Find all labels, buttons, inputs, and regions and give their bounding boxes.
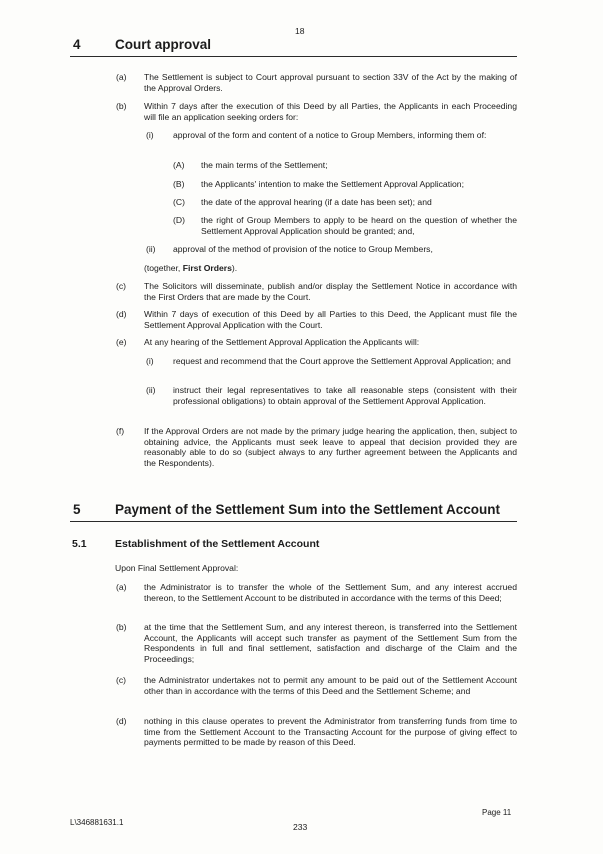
footer-document-id: L\346881631.1 bbox=[70, 818, 124, 827]
clause-4e-i-text: request and recommend that the Court approve the Settlement Approval Application; and bbox=[173, 356, 511, 366]
clause-5-1-intro: Upon Final Settlement Approval: bbox=[115, 563, 239, 573]
section-5-rule bbox=[70, 521, 517, 522]
clause-4f-text: If the Approval Orders are not made by the primary judge hearing the application, then, subject to obtaining advice, the Applicants must seek leave to appeal that decision provided they are reasonably able to do so (subject always to any further agreement between the Applicants and the Respondents). bbox=[144, 426, 517, 468]
section-4-rule bbox=[70, 56, 517, 57]
clause-4b-label: (b) bbox=[116, 101, 127, 111]
clause-4e-text: At any hearing of the Settlement Approval Application the Applicants will: bbox=[144, 337, 420, 347]
clause-5-1c-text: the Administrator undertakes not to permit any amount to be paid out of the Settlement Account other than in accordance with the terms of this Deed and the Settlement Scheme; and bbox=[144, 675, 517, 696]
clause-5-1d-text: nothing in this clause operates to prevent the Administrator from transferring funds from time to time from the Settlement Account to the Transacting Account for the purpose of giving effect to payments permitted to be made by reason of this Deed. bbox=[144, 716, 517, 748]
section-4-title: Court approval bbox=[115, 37, 212, 52]
section-4-number: 4 bbox=[73, 37, 81, 52]
clause-4e-ii-text: instruct their legal representatives to take all reasonable steps (consistent with their professional obligations) to obtain approval of the Settlement Approval Application. bbox=[173, 385, 517, 406]
clause-4b-text: Within 7 days after the execution of this Deed by all Parties, the Applicants in each Proceeding will file an application seeking orders for: bbox=[144, 101, 517, 122]
clause-4f-label: (f) bbox=[116, 426, 125, 436]
clause-4b-i-C-label: (C) bbox=[173, 197, 185, 207]
together-suffix: ). bbox=[231, 263, 238, 273]
clause-4e-i-label: (i) bbox=[146, 356, 154, 366]
clause-4b-i-A-text: the main terms of the Settlement; bbox=[201, 160, 328, 170]
clause-4b-i-label: (i) bbox=[146, 130, 154, 140]
clause-5-1b-text: at the time that the Settlement Sum, and any interest thereon, is transferred into the Settlement Account, the Applicants will accept such transfer as payment of the Settlement Sum from the Respondents in full and final settlement, satisfaction and discharge of the Claim and the Proceedings; bbox=[144, 622, 517, 664]
together-defined-term: First Orders bbox=[182, 263, 232, 273]
clause-4b-ii-label: (ii) bbox=[146, 244, 156, 254]
clause-4b-i-B-label: (B) bbox=[173, 179, 185, 189]
section-5-title: Payment of the Settlement Sum into the Settlement Account bbox=[115, 502, 501, 517]
clause-5-1a-label: (a) bbox=[116, 582, 127, 592]
clause-4e-ii-label: (ii) bbox=[146, 385, 156, 395]
clause-5-1a-text: the Administrator is to transfer the whole of the Settlement Sum, and any interest accrued thereon, to the Settlement Account to be distributed in accordance with the terms of this Deed; bbox=[144, 582, 517, 603]
clause-4b-i-text: approval of the form and content of a notice to Group Members, informing them of: bbox=[173, 130, 487, 140]
clause-4e-label: (e) bbox=[116, 337, 127, 347]
clause-4b-i-A-label: (A) bbox=[173, 160, 185, 170]
clause-4b-ii-text: approval of the method of provision of the notice to Group Members, bbox=[173, 244, 433, 254]
clause-4b-i-D-label: (D) bbox=[173, 215, 185, 225]
clause-5-1b-label: (b) bbox=[116, 622, 127, 632]
clause-4d-label: (d) bbox=[116, 309, 127, 319]
top-page-number: 18 bbox=[295, 26, 305, 36]
clause-4c-text: The Solicitors will disseminate, publish and/or display the Settlement Notice in accordance with the First Orders that are made by the Court. bbox=[144, 281, 517, 302]
clause-4c-label: (c) bbox=[116, 281, 127, 291]
bottom-page-number: 233 bbox=[293, 822, 308, 832]
together-prefix: (together, bbox=[144, 263, 183, 273]
clause-4a-label: (a) bbox=[116, 72, 127, 82]
footer-page-label: Page 11 bbox=[482, 808, 512, 817]
clause-5-1-number: 5.1 bbox=[72, 538, 87, 550]
clause-4b-i-C-text: the date of the approval hearing (if a date has been set); and bbox=[201, 197, 432, 207]
clause-4d-text: Within 7 days of execution of this Deed by all Parties to this Deed, the Applicant must file the Settlement Approval Application with the Court. bbox=[144, 309, 517, 330]
clause-5-1-title: Establishment of the Settlement Account bbox=[115, 538, 320, 550]
clause-5-1c-label: (c) bbox=[116, 675, 127, 685]
clause-5-1d-label: (d) bbox=[116, 716, 127, 726]
together-definition bbox=[144, 263, 237, 274]
section-5-number: 5 bbox=[73, 502, 81, 517]
clause-4b-i-D-text: the right of Group Members to apply to be heard on the question of whether the Settlement Approval Application should be granted; and, bbox=[201, 215, 517, 236]
clause-4a-text: The Settlement is subject to Court approval pursuant to section 33V of the Act by the making of the Approval Orders. bbox=[144, 72, 517, 93]
clause-4b-i-B-text: the Applicants' intention to make the Settlement Approval Application; bbox=[201, 179, 464, 189]
